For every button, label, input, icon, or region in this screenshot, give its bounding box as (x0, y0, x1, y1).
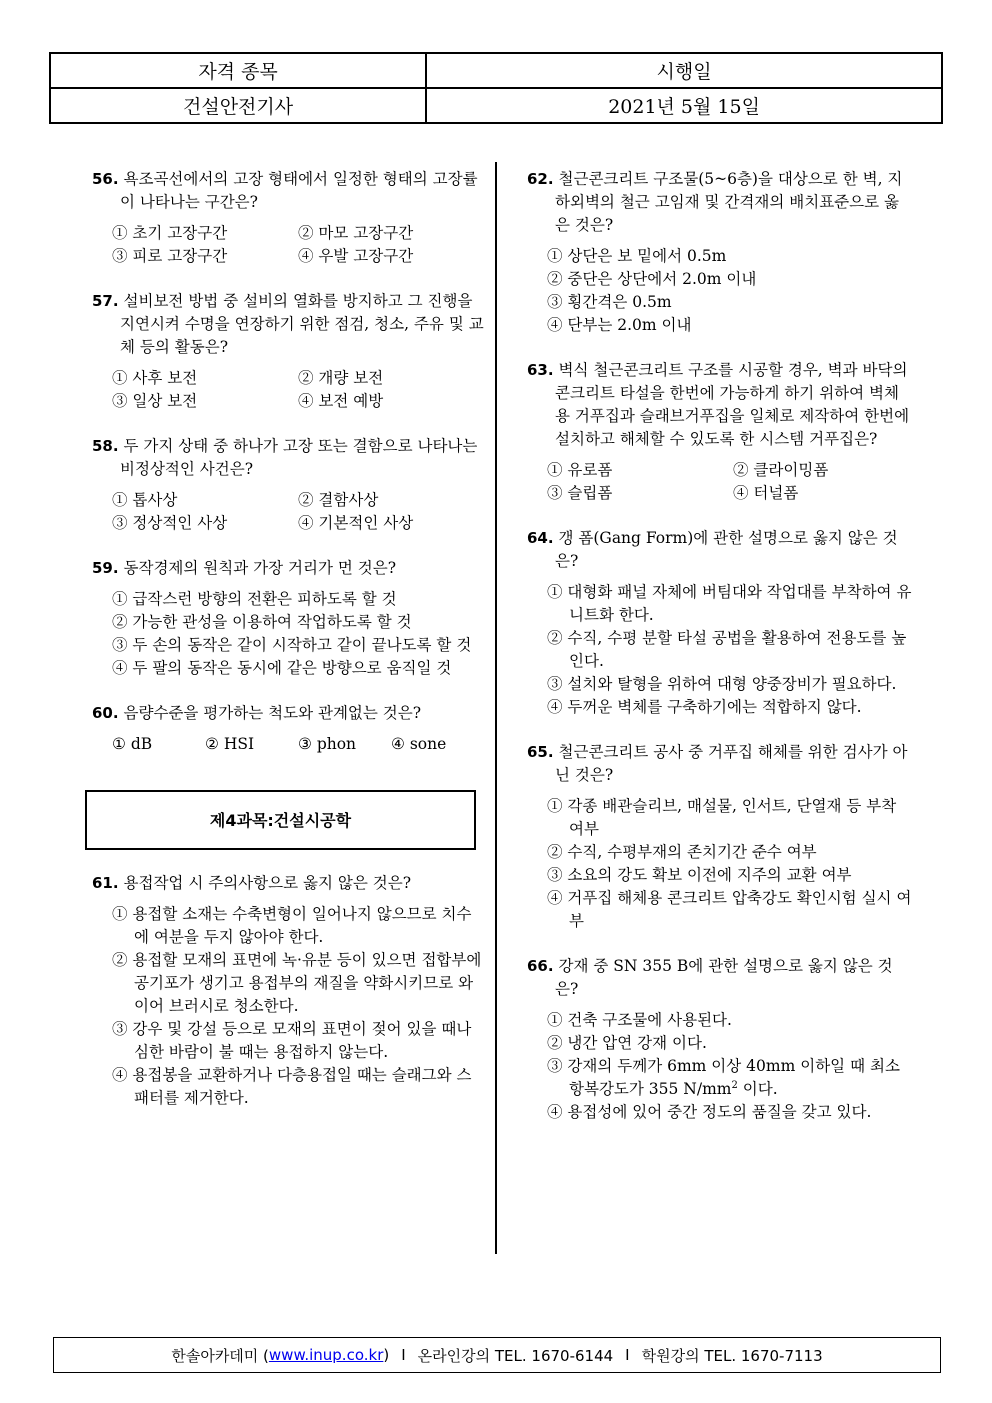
question-text: 용접작업 시 주의사항으로 옳지 않은 것은? (123, 874, 412, 892)
question-number: 60. (92, 704, 119, 722)
option-1: ① 건축 구조물에 사용된다. (547, 1011, 732, 1029)
option-3-text-end: 이다. (737, 1080, 778, 1098)
question-65 (527, 741, 912, 933)
question-text: 음량수준을 평가하는 척도와 관계없는 것은? (123, 704, 422, 722)
question-number: 59. (92, 559, 119, 577)
question-text: 동작경제의 원칙과 가장 거리가 먼 것은? (123, 559, 397, 577)
question-number: 65. (527, 743, 554, 761)
option-1: ① 용접할 소재는 수축변형이 일어나지 않으므로 치수에 여분을 두지 않아야 한다. (112, 905, 472, 946)
footer-suffix: ) (383, 1346, 390, 1364)
options (527, 245, 912, 337)
option-4: ④ 두꺼운 벽체를 구축하기에는 적합하지 않다. (547, 698, 862, 716)
question-text: 설비보전 방법 중 설비의 열화를 방지하고 그 진행을 지연시켜 수명을 연장하기 위한 점검, 청소, 주유 및 교체 등의 활동은? (120, 292, 484, 356)
option-2: ② 수직, 수평 분할 타설 공법을 활용하여 전용도를 높인다. (547, 629, 907, 670)
option-2: ② HSI (205, 735, 255, 753)
question-number: 57. (92, 292, 119, 310)
question-text: 철근콘크리트 구조물(5~6층)을 대상으로 한 벽, 지하외벽의 철근 고임재 및 간격재의 배치표준으로 옳은 것은? (555, 170, 903, 234)
left-column (92, 168, 484, 1132)
superscript: 2 (731, 1079, 738, 1091)
question-text: 갱 폼(Gang Form)에 관한 설명으로 옳지 않은 것은? (555, 529, 898, 570)
question-text: 철근콘크리트 공사 중 거푸집 해체를 위한 검사가 아닌 것은? (555, 743, 908, 784)
footer-online-tel: 온라인강의 TEL. 1670-6144 (417, 1346, 614, 1365)
option-3: ③ 일상 보전 (112, 392, 198, 410)
option-1: ① 각종 배관슬리브, 매설물, 인서트, 단열재 등 부착 여부 (547, 797, 897, 838)
footer-separator: I (625, 1346, 630, 1364)
option-1: ① 유로폼 (547, 461, 613, 479)
option-2: ② 개량 보전 (298, 369, 384, 387)
question-63 (527, 359, 912, 505)
option-4: ④ sone (391, 735, 447, 753)
option-2: ② 냉간 압연 강재 이다. (547, 1034, 707, 1052)
options (527, 795, 912, 933)
question-text: 벽식 철근콘크리트 구조를 시공할 경우, 벽과 바닥의 콘크리트 타설을 한번에 가능하게 하기 위하여 벽체용 거푸집과 슬래브거푸집을 일체로 제작하여 한번에 설치하고 해체할 수 있도록 한 시스템 거푸집은? (555, 361, 910, 448)
options (92, 367, 484, 413)
question-number: 63. (527, 361, 554, 379)
option-2: ② 중단은 상단에서 2.0m 이내 (547, 270, 757, 288)
option-2: ② 가능한 관성을 이용하여 작업하도록 할 것 (112, 613, 412, 631)
header-col2-label: 시행일 (426, 53, 942, 88)
question-text: 욕조곡선에서의 고장 형태에서 일정한 형태의 고장률이 나타나는 구간은? (120, 170, 478, 211)
question-57 (92, 290, 484, 413)
question-58 (92, 435, 484, 535)
option-4: ④ 우발 고장구간 (298, 247, 414, 265)
header-col1-label: 자격 종목 (50, 53, 426, 88)
question-number: 66. (527, 957, 554, 975)
option-3: ③ 소요의 강도 확보 이전에 지주의 교환 여부 (547, 866, 852, 884)
options (92, 222, 484, 268)
option-3: ③ 슬립폼 (547, 484, 613, 502)
question-number: 64. (527, 529, 554, 547)
option-3 (547, 1055, 912, 1101)
question-59 (92, 557, 484, 680)
question-number: 58. (92, 437, 119, 455)
question-number: 62. (527, 170, 554, 188)
footer-separator: I (401, 1346, 406, 1364)
footer-offline-tel: 학원강의 TEL. 1670-7113 (641, 1346, 823, 1365)
option-3-text: ③ 강재의 두께가 6mm 이상 40mm 이하일 때 최소 항복강도가 355 N/mm (547, 1057, 900, 1098)
options (92, 489, 484, 535)
option-3: ③ 두 손의 동작은 같이 시작하고 같이 끝나도록 할 것 (112, 636, 472, 654)
option-1: ① 톱사상 (112, 491, 178, 509)
options (92, 903, 484, 1110)
option-4: ④ 기본적인 사상 (298, 514, 414, 532)
question-text: 강재 중 SN 355 B에 관한 설명으로 옳지 않은 것은? (555, 957, 893, 998)
footer-bar (53, 1337, 941, 1373)
option-4: ④ 보전 예방 (298, 392, 384, 410)
options (527, 581, 912, 719)
option-3: ③ 설치와 탈형을 위하여 대형 양중장비가 필요하다. (547, 675, 897, 693)
option-4: ④ 터널폼 (733, 484, 799, 502)
question-text: 두 가지 상태 중 하나가 고장 또는 결함으로 나타나는 비정상적인 사건은? (120, 437, 478, 478)
section-heading: 제4과목:건설시공학 (85, 790, 476, 850)
header-table (49, 52, 943, 124)
footer-website-link[interactable]: www.inup.co.kr (268, 1346, 384, 1364)
column-divider (495, 162, 497, 1254)
option-1: ① 급작스런 방향의 전환은 피하도록 할 것 (112, 590, 397, 608)
option-4: ④ 두 팔의 동작은 동시에 같은 방향으로 움직일 것 (112, 659, 452, 677)
question-61 (92, 872, 484, 1110)
option-2: ② 결함사상 (298, 491, 379, 509)
option-1: ① 사후 보전 (112, 369, 198, 387)
option-4: ④ 용접봉을 교환하거나 다층용접일 때는 슬래그와 스패터를 제거한다. (112, 1066, 472, 1107)
option-3: ③ phon (298, 735, 357, 753)
question-number: 61. (92, 874, 119, 892)
header-col2-value: 2021년 5월 15일 (426, 88, 942, 123)
question-number: 56. (92, 170, 119, 188)
options (527, 1009, 912, 1124)
options (92, 588, 484, 680)
option-4: ④ 단부는 2.0m 이내 (547, 316, 692, 334)
header-col1-value: 건설안전기사 (50, 88, 426, 123)
option-1: ① dB (112, 735, 153, 753)
right-column (527, 168, 912, 1146)
option-3: ③ 피로 고장구간 (112, 247, 228, 265)
options (92, 733, 484, 756)
question-62 (527, 168, 912, 337)
option-4: ④ 용접성에 있어 중간 정도의 품질을 갖고 있다. (547, 1103, 872, 1121)
option-2: ② 수직, 수평부재의 존치기간 준수 여부 (547, 843, 817, 861)
options (527, 459, 912, 505)
option-2: ② 클라이밍폼 (733, 461, 829, 479)
option-3: ③ 정상적인 사상 (112, 514, 228, 532)
option-1: ① 상단은 보 밑에서 0.5m (547, 247, 727, 265)
question-60 (92, 702, 484, 756)
question-66 (527, 955, 912, 1124)
footer-prefix: 한솔아카데미 ( (171, 1346, 269, 1365)
question-56 (92, 168, 484, 268)
option-4: ④ 거푸집 해체용 콘크리트 압축강도 확인시험 실시 여부 (547, 889, 912, 930)
option-2: ② 용접할 모재의 표면에 녹·유분 등이 있으면 접합부에 공기포가 생기고 용접부의 재질을 약화시키므로 와이어 브러시로 청소한다. (112, 951, 482, 1015)
option-1: ① 초기 고장구간 (112, 224, 228, 242)
option-3: ③ 강우 및 강설 등으로 모재의 표면이 젖어 있을 때나 심한 바람이 불 때는 용접하지 않는다. (112, 1020, 472, 1061)
option-2: ② 마모 고장구간 (298, 224, 414, 242)
option-3: ③ 횡간격은 0.5m (547, 293, 672, 311)
question-64 (527, 527, 912, 719)
option-1: ① 대형화 패널 자체에 버팀대와 작업대를 부착하여 유니트화 한다. (547, 583, 912, 624)
